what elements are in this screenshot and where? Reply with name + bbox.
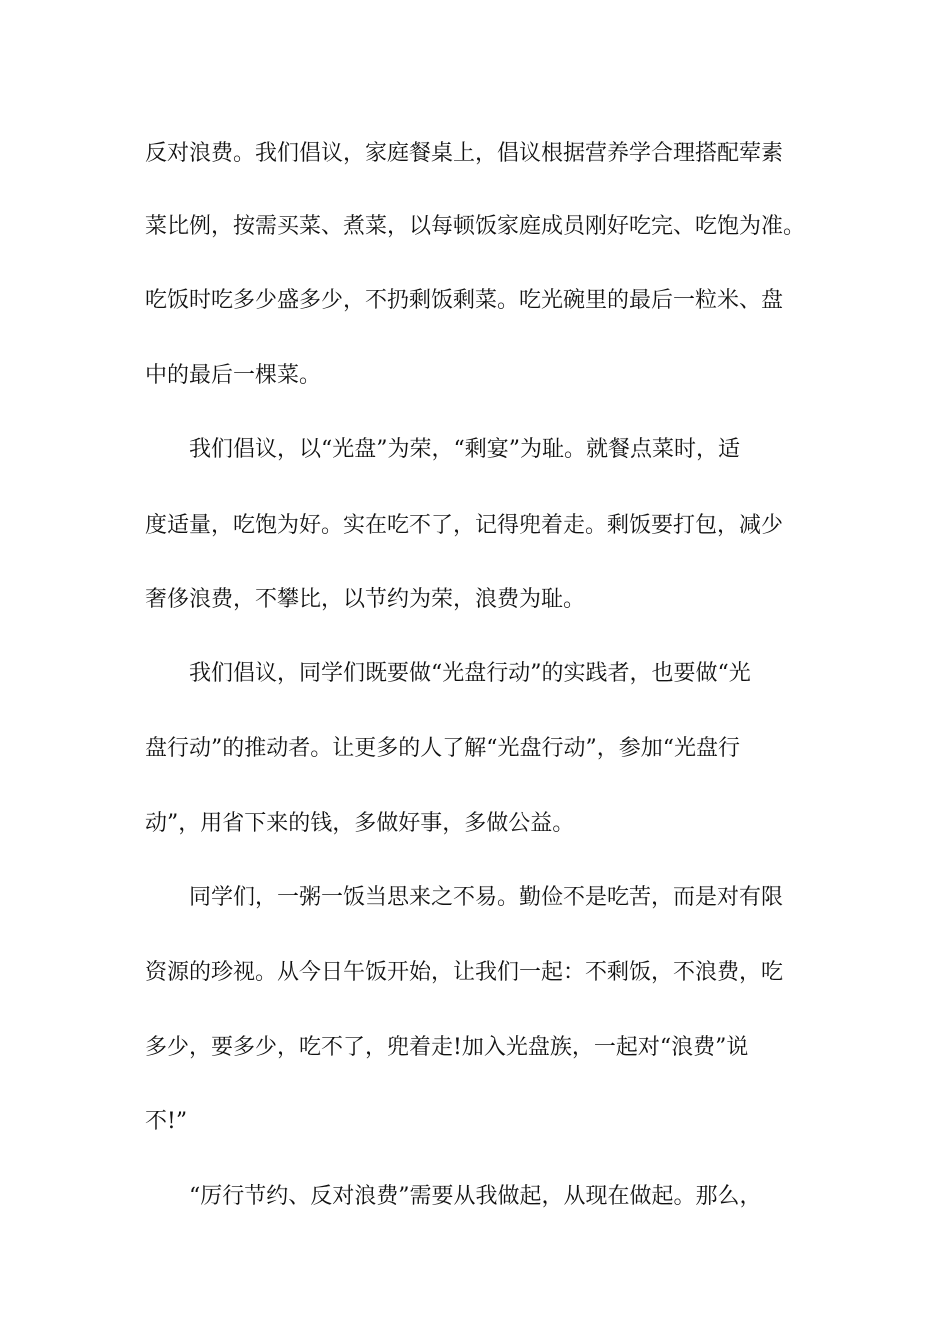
paragraph-line: “厉行节约、反对浪费”需要从我做起，从现在做起。那么， <box>189 1184 762 1209</box>
paragraph-line: 动”，用省下来的钱，多做好事，多做公益。 <box>145 811 575 836</box>
paragraph-line: 资源的珍视。从今日午饭开始，让我们一起：不剩饭，不浪费，吃 <box>145 960 784 985</box>
paragraph-line: 反对浪费。我们倡议，家庭餐桌上，倡议根据营养学合理搭配荤素 <box>145 141 784 166</box>
paragraph-line: 多少，要多少，吃不了，兜着走!加入光盘族，一起对“浪费”说 <box>145 1035 749 1060</box>
paragraph-line: 吃饭时吃多少盛多少，不扔剩饭剩菜。吃光碗里的最后一粒米、盘 <box>145 288 784 313</box>
paragraph-line: 同学们，一粥一饭当思来之不易。勤俭不是吃苦，而是对有限 <box>189 885 784 910</box>
paragraph-line: 度适量，吃饱为好。实在吃不了，记得兜着走。剩饭要打包，减少 <box>145 513 784 538</box>
paragraph-line: 我们倡议，以“光盘”为荣，“剩宴”为耻。就餐点菜时，适 <box>189 437 740 462</box>
paragraph-line: 我们倡议，同学们既要做“光盘行动”的实践者，也要做“光 <box>189 661 751 686</box>
paragraph-line: 菜比例，按需买菜、煮菜，以每顿饭家庭成员刚好吃完、吃饱为准。 <box>145 214 806 239</box>
paragraph-line: 不!” <box>145 1109 188 1134</box>
paragraph-line: 奢侈浪费，不攀比，以节约为荣，浪费为耻。 <box>145 587 586 612</box>
paragraph-line: 盘行动”的推动者。让更多的人了解“光盘行动”，参加“光盘行 <box>145 736 740 761</box>
paragraph-line: 中的最后一棵菜。 <box>145 363 322 388</box>
